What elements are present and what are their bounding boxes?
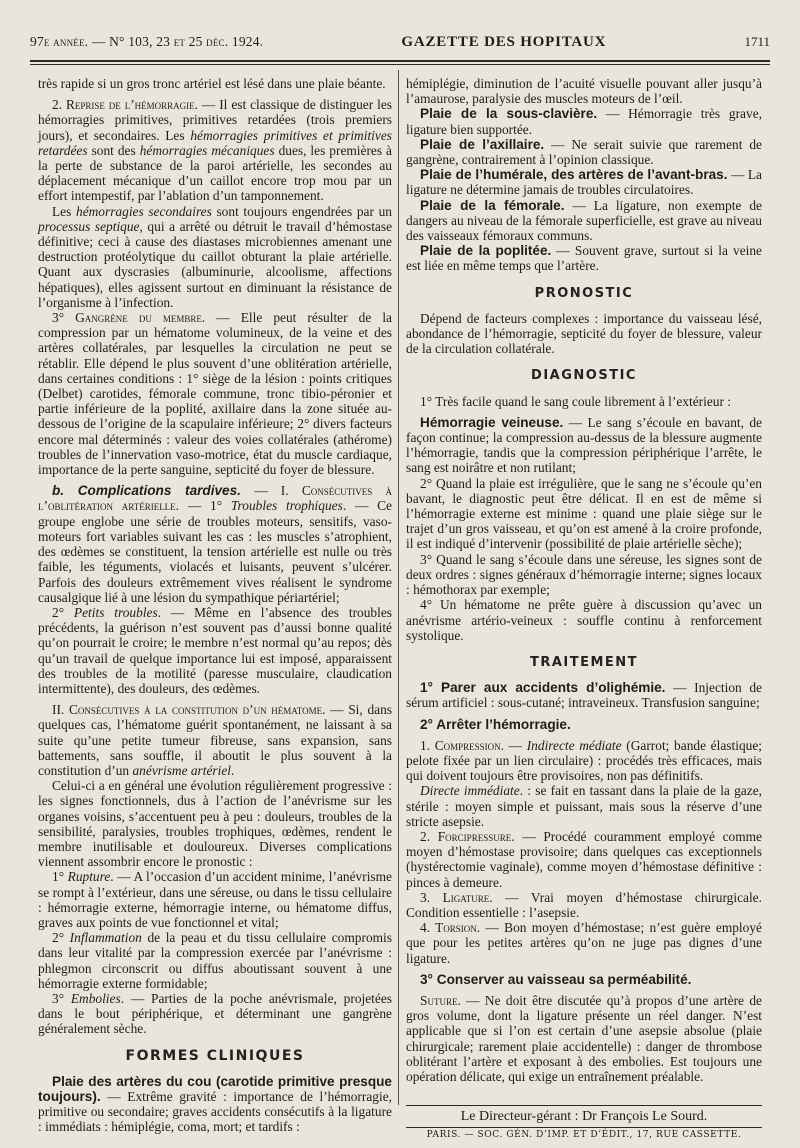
paragraph-arreter-hemorragie: 2° Arrêter l’hémorragie. xyxy=(420,716,571,732)
paragraph-axillaire: Plaie de l’axillaire. — Ne serait suivie que rarement de gangrène, contrairement à l’opinion classique. xyxy=(406,136,762,168)
paragraph-femorale: Plaie de la fémorale. — La ligature, non exempte de dangers au niveau de la fémorale superficielle, est grave au niveau des vaisseaux fémoraux communs. xyxy=(406,197,762,244)
paragraph: très rapide si un gros tronc artériel est lésé dans une plaie béante. xyxy=(38,76,386,91)
paragraph-permeabilite: 3° Conserver au vaisseau sa perméabilité. xyxy=(420,971,692,987)
paragraph-reprise-hemorragie: 2. Reprise de l’hémorragie. — Il est classique de distinguer les hémorragies primitives, primitives retardées (trois premiers jours), et secondaires. Les hémorragies primitives et primitives retardées sont des hémorragies mécaniques dues, les premières à la perte de substance de la paroi artérielle, les secondes au déplacement mécanique d’un caillot encore trop mou par un effort intempestif, par l’ablation d’un tamponnement. xyxy=(38,97,392,204)
issue-info: 97e année. — N° 103, 23 et 25 déc. 1924. xyxy=(30,34,264,49)
right-column xyxy=(406,76,762,1084)
paragraph-inflammation: 2° Inflammation de la peau et du tissu cellulaire compromis dans leur vitalité par la compression exercée par l’anévrisme : phlegmon circonscrit ou diffus aboutissant souvent à une hémorragie externe formidable; xyxy=(38,930,392,991)
paragraph-torsion: 4. Torsion. — Bon moyen d’hémostase; n’est guère employé que pour les petites artères qu’on ne juge pas dignes d’une ligature. xyxy=(406,920,762,966)
section-heading-pronostic: PRONOSTIC xyxy=(534,285,634,301)
page-number: 1711 xyxy=(744,34,770,49)
paragraph-forcipressure: 2. Forcipressure. — Procédé couramment employé comme moyen d’hémostase provisoire; dans quelques cas exceptionnels (hystérectomie vaginale), comme moyen d’hémostase définitive : pinces à demeure. xyxy=(406,828,762,890)
paragraph: hémiplégie, diminution de l’acuité visuelle pouvant aller jusqu’à l’amaurose, paralysie des muscles moteurs de l’œil. xyxy=(406,76,762,107)
paragraph-olighemie: 1° Parer aux accidents d’olighémie. — Injection de sérum artificiel : sous-cutané; intraveineux. Transfusion sanguine; xyxy=(406,680,762,711)
paragraph-poplitee: Plaie de la poplitée. — Souvent grave, surtout si la veine est liée en même temps que l’artère. xyxy=(406,243,762,274)
section-heading-traitement: TRAITEMENT xyxy=(529,654,639,670)
paragraph-compression: 1. Compression. — Indirecte médiate (Garrot; bande élastique; pelote fixée par un lien circulaire) : procédés très efficaces, mais qui doivent toujours être provisoires, non pas définitifs. xyxy=(406,737,762,784)
paragraph-pronostic: Dépend de facteurs complexes : importance du vaisseau lésé, abondance de l’hémorragie, septicité du foyer de blessure, valeur de la circulation collatérale. xyxy=(406,310,762,357)
section-heading-formes-cliniques: FORMES CLINIQUES xyxy=(125,1047,305,1064)
paragraph-directe-immediate: Directe immédiate. : se fait en tassant dans la plaie de la gaze, stérile : moyen simple et puissant, mais sous la réserve d’une stricte asepsie. xyxy=(406,783,762,829)
paragraph-complications-tardives: b. Complications tardives. — I. Consécutives à l’oblitération artérielle. — 1° Troubles trophiques. — Ce groupe englobe une série de troubles moteurs, sensitifs, vaso-moteurs fort variables suivant les cas : les muscles s’atrophient, des œdèmes se constituent, la tension artérielle est nulle ou très faible, les téguments, violacés et luisants, peuvent s’ulcérer. Parfois des douleurs extrêmement vives réalisent le syndrome causalgique lié à une lésion du sympathique périartériel; xyxy=(38,483,393,605)
paragraph-rupture: 1° Rupture. — A l’occasion d’un accident minime, l’anévrisme se rompt à l’extérieur, dans une séreuse, ou dans le tissu cellulaire : hémorragie externe, hémorragie interne, ou hématome diffus, graves aux points de vue fonctionnel et vital; xyxy=(38,869,392,930)
paragraph-embolies: 3° Embolies. — Parties de la poche anévrismale, projetées dans le bout périphérique, et déterminant une gangrène généralement sèche. xyxy=(38,990,392,1037)
paragraph-humerale: Plaie de l’humérale, des artères de l’avant-bras. — La ligature ne détermine jamais de troubles circulatoires. xyxy=(406,167,762,198)
paragraph-diagnostic-1: 1° Très facile quand le sang coule librement à l’extérieur : xyxy=(420,393,732,409)
footer-rule-thin xyxy=(406,1127,762,1128)
paragraph-plaie-cou: Plaie des artères du cou (carotide primitive presque toujours). — Extrême gravité : importance de l’hémorragie, primitive ou secondaire; graves accidents consécutifs à la ligature : immédiats : hémiplégie, coma, mort; et tardifs : xyxy=(38,1073,392,1135)
paragraph-petits-troubles: 2° Petits troubles. — Même en l’absence des troubles précédents, la guérison n’est souvent pas d’aussi bonne qualité qu’on pourrait le croire; le membre n’est normal qu’au repos; dès qu’un travail de quelque importance lui est imposé, apparaissent des troubles de la motilité (paresse musculaire, claudication intermittente), des douleurs, des œdèmes. xyxy=(38,604,392,696)
column-divider xyxy=(398,70,399,1105)
page-header xyxy=(30,34,770,60)
journal-title: GAZETTE DES HOPITAUX xyxy=(401,34,607,50)
paragraph-gangrene: 3° Gangrène du membre. — Elle peut résulter de la compression par un hématome volumineux, de la veine et des artères collatérales, par lesquelles la circulation ne peut se rétablir. Elle dépend le plus souvent d’une oblitération artérielle, dans certaines conditions : 1° siège de la lésion : points critiques (Delbet) carotides, fémorale commune, tronc tibio-péronier et partie inférieure de la poplité, axillaire dans la zone située au-dessous de l’origine de la scapulaire inférieure; 2° divers facteurs encore mal déterminés : valeur des voies collatérales (athérome) troubles de l’innervation vaso-motrice, état du muscle cardiaque, importance de la perte sanguine, septicité du foyer de blessure. xyxy=(38,310,392,478)
paragraph-hematome: II. Consécutives à la constitution d’un hématome. — Si, dans quelques cas, l’hématome guérit spontanément, ne laissant à sa suite qu’une petite tumeur fibreuse, sans expansion, sans battements, sans souffle, il aboutit le plus souvent à la constitution d’un anévrisme artériel. xyxy=(38,702,392,778)
header-rule xyxy=(30,60,770,62)
header-rule-thin xyxy=(30,64,770,65)
paragraph-hemorragies-secondaires: Les hémorragies secondaires sont toujours engendrées par un processus septique, qui a arrêté ou détruit le travail d’hémostase définitive; ceci à cause des diastases microbiennes amenant une destruction protéolytique du caillot obturant la plaie artérielle. Quant aux dyscrasies (albuminurie, alcoolisme, affections hépatiques), elles agissent surtout en diminuant la résistance de l’organisme à l’infection. xyxy=(38,203,393,310)
paragraph-diagnostic-2: 2° Quand la plaie est irrégulière, que le sang ne s’écoule qu’en bavant, le diagnostic peut être délicat. Il en est de même si l’hémorragie externe est minime : quand une plaie siège sur le trajet d’un gros vaisseau, et qu’on est amené à la croire profonde, il est indiqué d’intervenir (possibilité de plaie artérielle sèche); xyxy=(406,475,762,552)
paragraph-ligature: 3. Ligature. — Vrai moyen d’hémostase chirurgicale. Condition essentielle : l’asepsie. xyxy=(406,889,762,920)
footer-rule xyxy=(406,1105,762,1106)
paragraph-suture: Suture. — Ne doit être discutée qu’à propos d’une artère de gros volume, dont la ligature présente un réel danger. N’est applicable que si l’on est certain d’une asepsie absolue (plaie chirurgicale; rarement plaie accidentelle) : danger de thrombose oblitérant l’artère et exposant à des embolies. Est toujours une opération délicate, qui exige un entraînement préalable. xyxy=(406,992,762,1084)
paragraph-sous-claviere: Plaie de la sous-clavière. — Hémorragie très grave, ligature bien supportée. xyxy=(406,106,762,137)
paragraph-diagnostic-3: 3° Quand le sang s’écoule dans une séreuse, les signes sont de deux ordres : signes généraux d’hémorragie interne; signes locaux : hémothorax par exemple; xyxy=(406,551,762,598)
paragraph-evolution: Celui-ci a en général une évolution régulièrement progressive : les signes fonctionnels, dus à l’action de l’anévrisme sur les organes voisins, s’accentuent peu à peu : douleurs, troubles de la sensibilité, paralysies, troubles trophiques, œdèmes, rendent le membre inutilisable et douloureux. Diverses complications viennent assombrir encore le pronostic : xyxy=(38,778,392,870)
paragraph-diagnostic-4: 4° Un hématome ne prête guère à discussion qu’avec un anévrisme artério-veineux : souffle continu à renforcement systolique. xyxy=(406,597,762,643)
printer-imprint: PARIS. — SOC. GÉN. D’IMP. ET D’ÉDIT., 17, RUE CASSETTE. xyxy=(426,1130,742,1140)
section-heading-diagnostic: DIAGNOSTIC xyxy=(531,368,637,384)
paragraph-hemorragie-veineuse: Hémorragie veineuse. — Le sang s’écoule en bavant, de façon continue; la compression au-dessus de la blessure augmente l’hémorragie, tandis que la compression périphérique l’arrête, le sang est noirâtre et non rutilant; xyxy=(406,414,762,476)
left-column xyxy=(38,76,392,1135)
director-signature: Le Directeur-gérant : Dr François Le Sourd. xyxy=(460,1109,708,1124)
